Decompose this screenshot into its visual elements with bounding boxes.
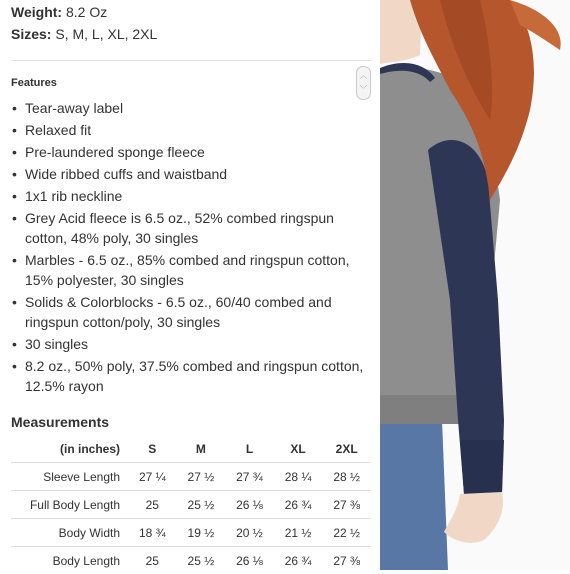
model-illustration bbox=[380, 0, 570, 570]
table-cell: 22 ½ bbox=[322, 519, 371, 547]
table-cell: 27 ⅜ bbox=[322, 547, 371, 574]
table-cell: 25 bbox=[128, 547, 177, 574]
row-label: Body Width bbox=[11, 519, 128, 547]
table-header-row bbox=[11, 436, 371, 463]
table-cell: 25 ½ bbox=[177, 491, 226, 519]
measurements-title: Measurements bbox=[11, 414, 109, 430]
feature-item: • 8.2 oz., 50% poly, 37.5% combed and ringspun cotton, 12.5% rayon bbox=[11, 356, 371, 396]
row-label: Body Length bbox=[11, 547, 128, 574]
table-cell: 27 ¾ bbox=[225, 463, 274, 491]
scroll-handle[interactable] bbox=[356, 66, 371, 100]
table-cell: 26 ¾ bbox=[274, 547, 323, 574]
feature-item: • 30 singles bbox=[11, 334, 371, 354]
waistband bbox=[380, 395, 460, 424]
table-cell: 26 ⅛ bbox=[225, 547, 274, 574]
table-cell: 18 ¾ bbox=[128, 519, 177, 547]
size-header: L bbox=[225, 436, 274, 463]
chevron-down-icon: ﹀ bbox=[357, 85, 370, 95]
size-header: XL bbox=[274, 436, 323, 463]
table-row bbox=[11, 463, 371, 491]
table-cell: 21 ½ bbox=[274, 519, 323, 547]
table-row bbox=[11, 519, 371, 547]
jeans bbox=[380, 420, 448, 570]
table-cell: 25 ½ bbox=[177, 547, 226, 574]
row-label: Full Body Length bbox=[11, 491, 128, 519]
divider bbox=[11, 60, 371, 61]
weight-label: Weight: bbox=[11, 4, 62, 20]
feature-item: • Relaxed fit bbox=[11, 120, 371, 140]
product-photo bbox=[380, 0, 570, 570]
sizes-value: S, M, L, XL, 2XL bbox=[55, 26, 157, 42]
table-cell: 26 ⅛ bbox=[225, 491, 274, 519]
feature-item: • Solids & Colorblocks - 6.5 oz., 60/40 combed and ringspun cotton/poly, 30 singles bbox=[11, 292, 371, 332]
feature-item: • Tear-away label bbox=[11, 98, 371, 118]
size-header: M bbox=[177, 436, 226, 463]
table-cell: 28 ¼ bbox=[274, 463, 323, 491]
row-label: Sleeve Length bbox=[11, 463, 128, 491]
table-cell: 20 ½ bbox=[225, 519, 274, 547]
sizes-label: Sizes: bbox=[11, 26, 51, 42]
table-cell: 27 ½ bbox=[177, 463, 226, 491]
feature-item: • 1x1 rib neckline bbox=[11, 186, 371, 206]
table-cell: 27 ⅜ bbox=[322, 491, 371, 519]
table-cell: 25 bbox=[128, 491, 177, 519]
weight-spec bbox=[11, 4, 107, 20]
weight-value: 8.2 Oz bbox=[66, 4, 107, 20]
feature-item: • Grey Acid fleece is 6.5 oz., 52% combed ringspun cotton, 48% poly, 30 singles bbox=[11, 208, 371, 248]
table-cell: 27 ¼ bbox=[128, 463, 177, 491]
feature-item: • Pre-laundered sponge fleece bbox=[11, 142, 371, 162]
chevron-up-icon: ︿ bbox=[357, 71, 370, 81]
features-list bbox=[11, 98, 371, 398]
table-cell: 19 ½ bbox=[177, 519, 226, 547]
features-title: Features bbox=[11, 77, 57, 89]
size-header: S bbox=[128, 436, 177, 463]
table-cell: 26 ¾ bbox=[274, 491, 323, 519]
measurements-table bbox=[11, 436, 371, 574]
feature-item: • Marbles - 6.5 oz., 85% combed and ringspun cotton, 15% polyester, 30 singles bbox=[11, 250, 371, 290]
feature-item: • Wide ribbed cuffs and waistband bbox=[11, 164, 371, 184]
sleeve-cuff bbox=[460, 440, 504, 494]
size-header: 2XL bbox=[322, 436, 371, 463]
table-row bbox=[11, 491, 371, 519]
unit-header: (in inches) bbox=[11, 436, 128, 463]
sizes-spec bbox=[11, 26, 157, 42]
table-cell: 28 ½ bbox=[322, 463, 371, 491]
